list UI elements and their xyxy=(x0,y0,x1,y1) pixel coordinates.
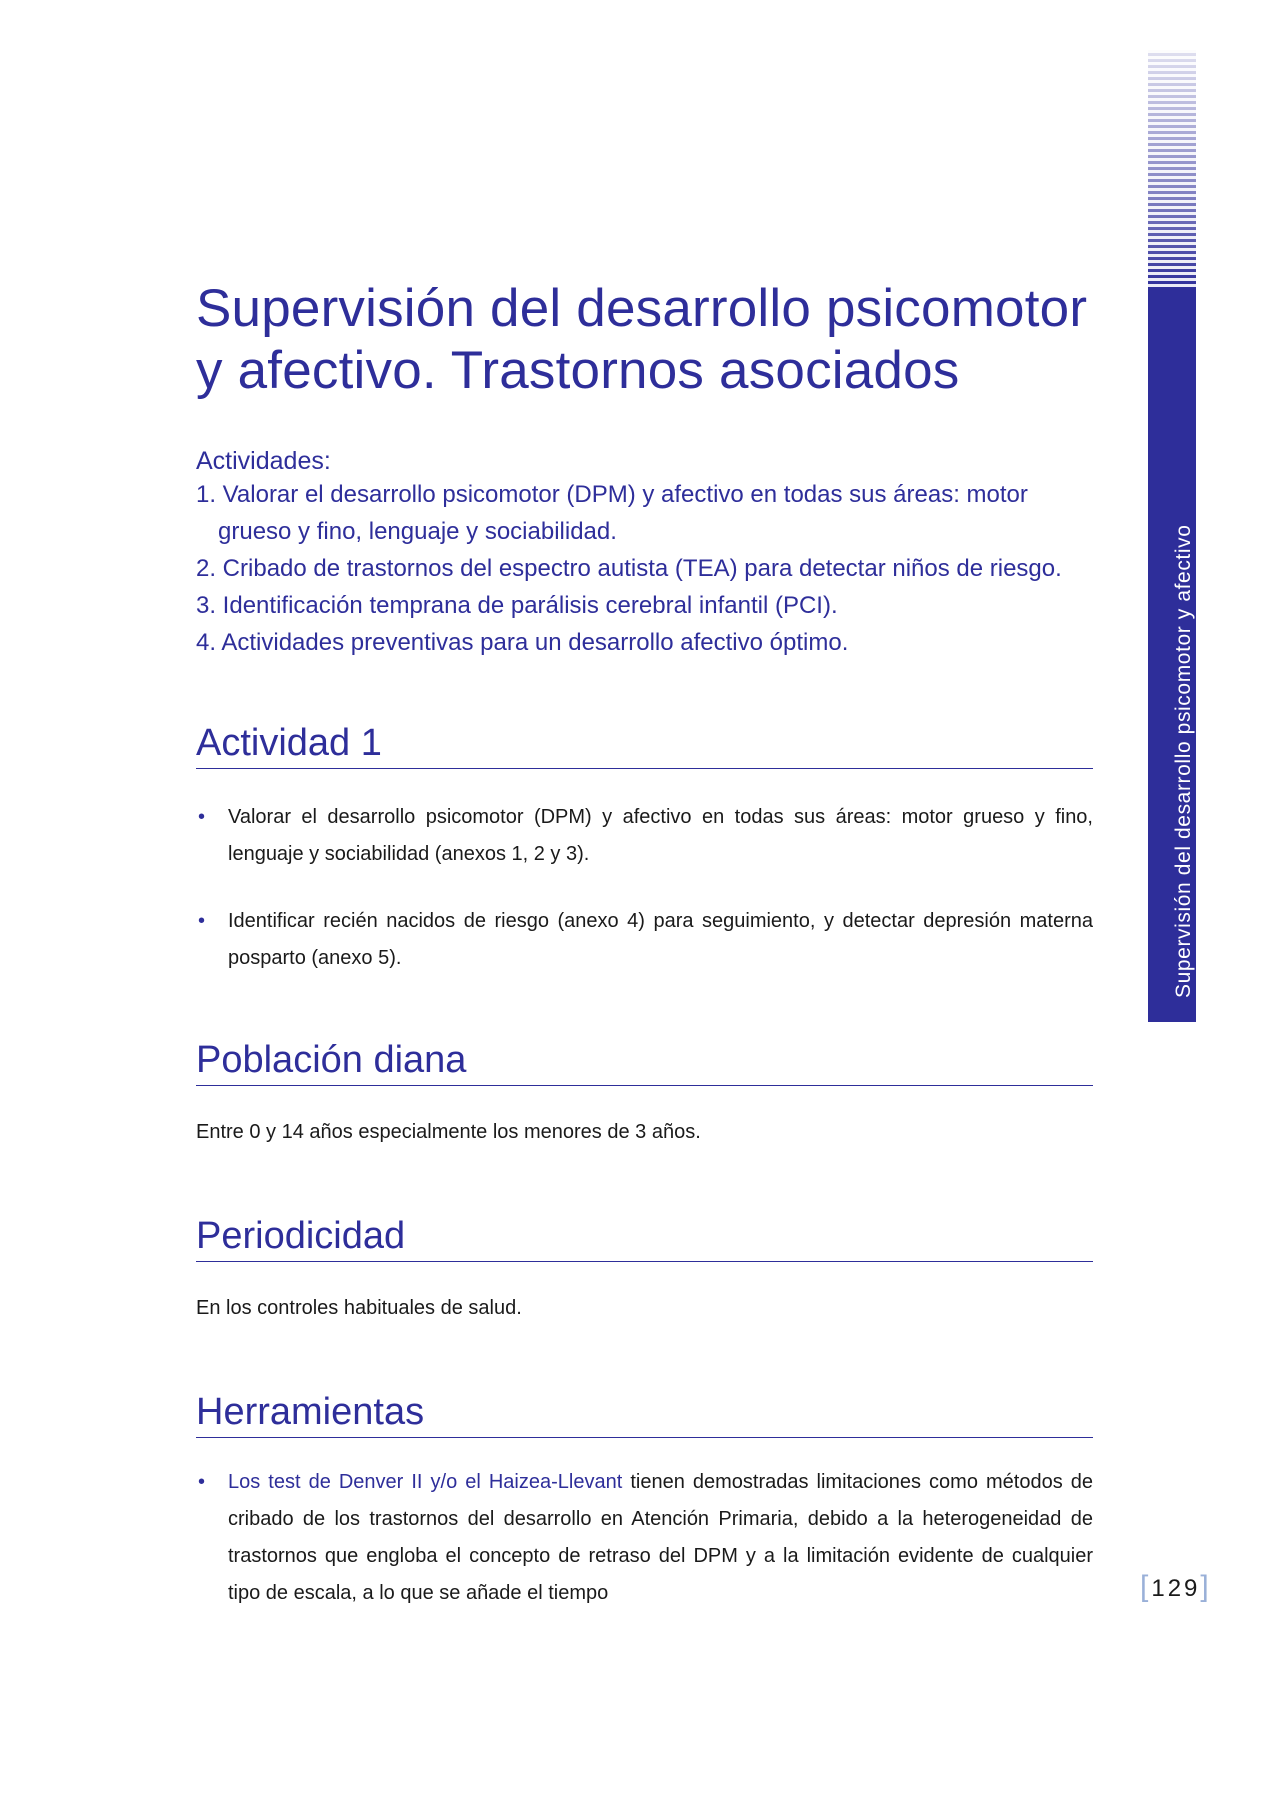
section-title-actividad-1: Actividad 1 xyxy=(196,720,1093,769)
page-number xyxy=(1140,1570,1212,1604)
bullet-icon: • xyxy=(198,910,206,932)
bullet-item xyxy=(196,799,1093,873)
section-herramientas xyxy=(196,1389,1093,1612)
sidebar-title: Supervisión del desarrollo psicomotor y afectivo xyxy=(1172,524,1195,998)
bullet-item xyxy=(196,1464,1093,1612)
page-title-line-1: Supervisión del desarrollo psicomotor xyxy=(196,279,1088,338)
poblacion-text: Entre 0 y 14 años especialmente los menores de 3 años. xyxy=(196,1121,701,1143)
activity-item: 4. Actividades preventivas para un desarrollo afectivo óptimo. xyxy=(196,629,849,656)
periodicidad-text: En los controles habituales de salud. xyxy=(196,1297,522,1319)
page-number-close-bracket: ] xyxy=(1200,1570,1212,1603)
bullet-highlight-text: Los test de Denver II y/o el Haizea-Llevant xyxy=(228,1471,623,1493)
bullet-text: tienen demostradas limitaciones como métodos de cribado de los trastornos del desarrollo en Atención Primaria, debido a la heterogeneidad de trastornos que engloba el concepto de retraso del DPM y a la limitación evidente de cualquier tipo de escala, a lo que se añade el tiempo xyxy=(228,1471,1093,1604)
activities-heading: Actividades: xyxy=(196,447,331,475)
bullet-text: Identificar recién nacidos de riesgo (anexo 4) para seguimiento, y detectar depresión materna posparto (anexo 5). xyxy=(228,910,1093,969)
page-title-line-2: y afectivo. Trastornos asociados xyxy=(196,341,960,400)
section-title-herramientas: Herramientas xyxy=(196,1389,1093,1438)
section-title-periodicidad: Periodicidad xyxy=(196,1213,1093,1262)
bullet-item xyxy=(196,903,1093,977)
bullet-icon: • xyxy=(198,806,206,828)
sidebar-gradient xyxy=(1148,50,1196,290)
page-number-value: 129 xyxy=(1151,1575,1201,1602)
section-actividad-1 xyxy=(196,720,1093,977)
activities-list xyxy=(196,446,1096,661)
bullet-icon: • xyxy=(198,1471,206,1493)
activity-item: 1. Valorar el desarrollo psicomotor (DPM) y afectivo en todas sus áreas: motor grueso y fino, lenguaje y sociabilidad. xyxy=(196,481,1028,545)
section-title-poblacion: Población diana xyxy=(196,1037,1093,1086)
activity-item: 3. Identificación temprana de parálisis cerebral infantil (PCI). xyxy=(196,592,838,619)
section-periodicidad xyxy=(196,1213,1093,1324)
page-number-open-bracket: [ xyxy=(1140,1570,1152,1603)
activity-item: 2. Cribado de trastornos del espectro autista (TEA) para detectar niños de riesgo. xyxy=(196,555,1062,582)
section-poblacion-diana xyxy=(196,1037,1093,1148)
bullet-text: Valorar el desarrollo psicomotor (DPM) y afectivo en todas sus áreas: motor grueso y fino, lenguaje y sociabilidad (anexos 1, 2 y 3). xyxy=(228,806,1093,865)
page-title xyxy=(196,278,1096,402)
